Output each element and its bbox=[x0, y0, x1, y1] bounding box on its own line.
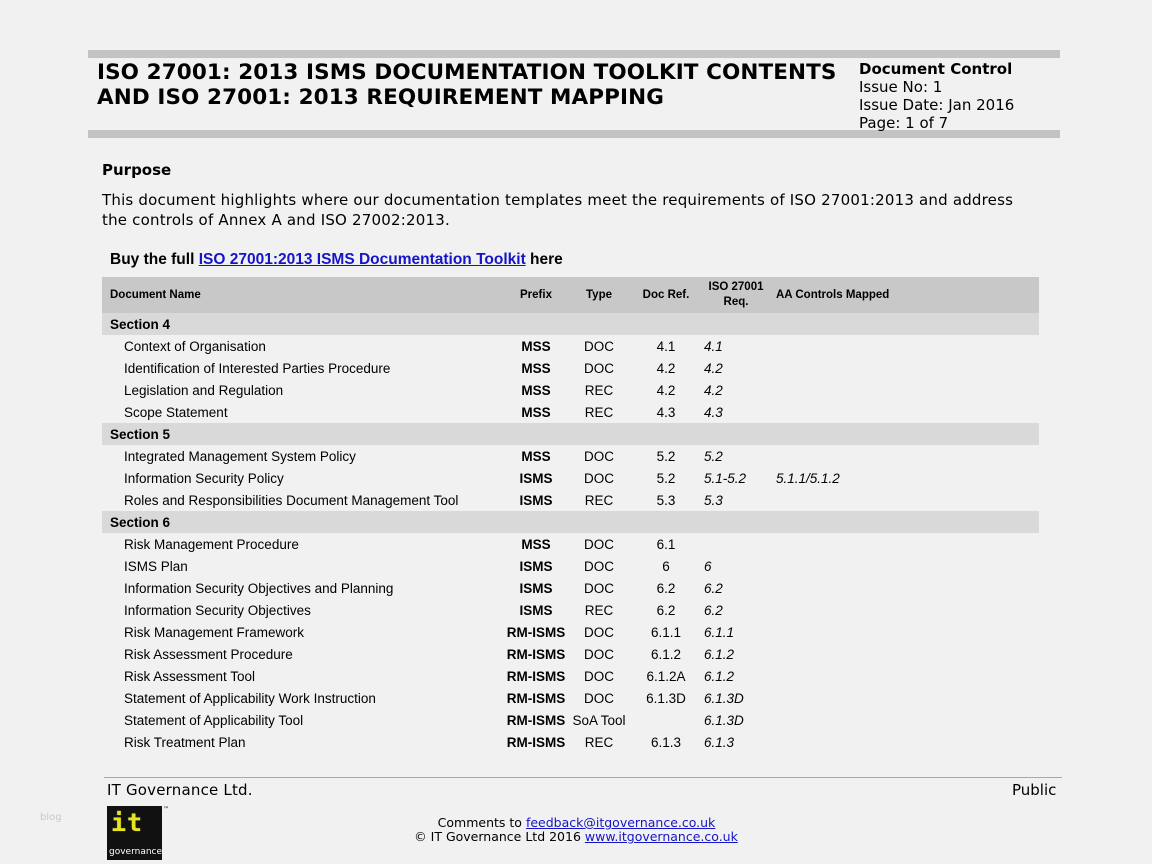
document-name-cell: Roles and Responsibilities Document Management Tool bbox=[124, 492, 459, 508]
type-cell: REC bbox=[584, 734, 614, 750]
iso-req-cell: 4.2 bbox=[704, 382, 723, 398]
table-row bbox=[102, 731, 1039, 753]
aa-controls-cell bbox=[772, 643, 1039, 665]
col-iso-req bbox=[700, 277, 772, 313]
doc-ref-cell: 6.2 bbox=[656, 602, 676, 618]
document-name-cell: Risk Assessment Tool bbox=[124, 668, 256, 684]
document-name-cell: Scope Statement bbox=[124, 404, 228, 420]
iso-req-cell: 6.1.2 bbox=[704, 646, 735, 662]
prefix-cell: ISMS bbox=[519, 558, 553, 574]
aa-controls-cell bbox=[772, 665, 1039, 687]
prefix-cell: RM-ISMS bbox=[506, 668, 566, 684]
document-name-cell: Risk Management Framework bbox=[124, 624, 305, 640]
type-cell: REC bbox=[584, 492, 614, 508]
col-document-name: Document Name bbox=[102, 277, 506, 313]
table-row bbox=[102, 467, 1039, 489]
header-rule-top bbox=[88, 50, 1060, 58]
prefix-cell: RM-ISMS bbox=[506, 624, 566, 640]
table-row bbox=[102, 357, 1039, 379]
table-row bbox=[102, 335, 1039, 357]
type-cell: DOC bbox=[584, 624, 614, 640]
doc-ref-cell: 6.2 bbox=[656, 580, 676, 596]
prefix-cell: MSS bbox=[521, 536, 551, 552]
page-number: Page: 1 of 7 bbox=[859, 114, 949, 132]
table-row bbox=[102, 621, 1039, 643]
type-cell: DOC bbox=[584, 470, 614, 486]
section-title: Section 4 bbox=[102, 313, 1039, 335]
logo-mark: it bbox=[111, 808, 144, 837]
type-cell: DOC bbox=[584, 690, 614, 706]
document-control bbox=[859, 60, 1014, 132]
aa-controls-cell bbox=[772, 687, 1039, 709]
table-row bbox=[102, 577, 1039, 599]
document-name-cell: Identification of Interested Parties Procedure bbox=[124, 360, 391, 376]
iso-req-cell: 6.2 bbox=[704, 580, 723, 596]
type-cell: REC bbox=[584, 404, 614, 420]
iso-req-cell: 5.3 bbox=[704, 492, 723, 508]
type-cell: DOC bbox=[584, 558, 614, 574]
aa-controls-cell bbox=[772, 357, 1039, 379]
col-iso-req-line2: Req. bbox=[723, 296, 749, 308]
type-cell: DOC bbox=[584, 668, 614, 684]
iso-req-cell: 6.1.1 bbox=[704, 624, 735, 640]
doc-ref-cell: 4.2 bbox=[656, 382, 676, 398]
copyright-text: © IT Governance Ltd 2016 bbox=[414, 829, 585, 844]
type-cell: DOC bbox=[584, 536, 614, 552]
prefix-cell: RM-ISMS bbox=[506, 734, 566, 750]
table-row bbox=[102, 643, 1039, 665]
table-header-row bbox=[102, 277, 1039, 313]
table-row bbox=[102, 445, 1039, 467]
type-cell: DOC bbox=[584, 360, 614, 376]
table-row bbox=[102, 401, 1039, 423]
document-name-cell: Risk Treatment Plan bbox=[124, 734, 246, 750]
type-cell: DOC bbox=[584, 580, 614, 596]
iso-req-cell: 6.1.2 bbox=[704, 668, 735, 684]
doc-ref-cell: 6.1.2 bbox=[650, 646, 682, 662]
blog-watermark: blog bbox=[40, 812, 62, 823]
purpose-text: This document highlights where our documentation templates meet the requirements of ISO 27001:2013 and address the controls of Annex A and ISO 27002:2013. bbox=[102, 191, 1014, 229]
table-row bbox=[102, 555, 1039, 577]
document-name-cell: ISMS Plan bbox=[124, 558, 188, 574]
doc-control-label: Document Control bbox=[859, 60, 1013, 78]
table-row bbox=[102, 709, 1039, 731]
col-aa-controls: AA Controls Mapped bbox=[772, 277, 1039, 313]
prefix-cell: MSS bbox=[521, 404, 551, 420]
issue-date: Issue Date: Jan 2016 bbox=[859, 96, 1015, 114]
title-line-2: AND ISO 27001: 2013 REQUIREMENT MAPPING bbox=[97, 85, 664, 110]
type-cell: DOC bbox=[584, 448, 614, 464]
type-cell: DOC bbox=[584, 646, 614, 662]
buy-line bbox=[110, 251, 563, 269]
prefix-cell: ISMS bbox=[519, 580, 553, 596]
doc-ref-cell: 5.2 bbox=[656, 448, 676, 464]
document-name-cell: Context of Organisation bbox=[124, 338, 266, 354]
logo-text: governance bbox=[109, 847, 162, 857]
document-name-cell: Statement of Applicability Tool bbox=[124, 712, 304, 728]
doc-ref-cell: 6.1.3 bbox=[650, 734, 682, 750]
prefix-cell: MSS bbox=[521, 448, 551, 464]
iso-req-cell: 6.1.3D bbox=[704, 712, 744, 728]
doc-ref-cell: 4.1 bbox=[656, 338, 676, 354]
footer-rule bbox=[104, 777, 1062, 778]
prefix-cell: ISMS bbox=[519, 602, 553, 618]
aa-controls-cell bbox=[772, 731, 1039, 753]
iso-req-cell: 4.1 bbox=[704, 338, 723, 354]
doc-ref-cell: 6.1.2A bbox=[646, 668, 686, 684]
type-cell: SoA Tool bbox=[572, 712, 626, 728]
prefix-cell: MSS bbox=[521, 360, 551, 376]
purpose-heading: Purpose bbox=[102, 161, 172, 179]
aa-controls-cell: 5.1.1/5.1.2 bbox=[776, 470, 840, 486]
table-row bbox=[102, 533, 1039, 555]
table-row bbox=[102, 379, 1039, 401]
document-name-cell: Information Security Policy bbox=[124, 470, 284, 486]
section-title: Section 6 bbox=[102, 511, 1039, 533]
iso-req-cell: 5.1-5.2 bbox=[704, 470, 747, 486]
aa-controls-cell bbox=[772, 709, 1039, 731]
type-cell: REC bbox=[584, 602, 614, 618]
prefix-cell: ISMS bbox=[519, 470, 553, 486]
aa-controls-cell bbox=[772, 401, 1039, 423]
website-link[interactable]: www.itgovernance.co.uk bbox=[584, 829, 738, 844]
prefix-cell: RM-ISMS bbox=[506, 646, 566, 662]
prefix-cell: MSS bbox=[521, 382, 551, 398]
footer-company: IT Governance Ltd. bbox=[107, 781, 253, 799]
document-name-cell: Risk Management Procedure bbox=[124, 536, 299, 552]
col-prefix: Prefix bbox=[506, 277, 566, 313]
aa-controls-cell bbox=[772, 555, 1039, 577]
document-name-cell: Legislation and Regulation bbox=[124, 382, 284, 398]
document-name-cell: Integrated Management System Policy bbox=[124, 448, 356, 464]
col-type: Type bbox=[566, 277, 632, 313]
footer-credits bbox=[0, 816, 1152, 844]
iso-req-cell: 5.2 bbox=[704, 448, 723, 464]
footer-classification: Public bbox=[1012, 781, 1057, 799]
table-row bbox=[102, 665, 1039, 687]
document-title bbox=[97, 60, 837, 110]
prefix-cell: RM-ISMS bbox=[506, 712, 566, 728]
iso-req-cell bbox=[700, 533, 772, 555]
document-name-cell: Information Security Objectives and Planning bbox=[124, 580, 394, 596]
type-cell: REC bbox=[584, 382, 614, 398]
aa-controls-cell bbox=[772, 621, 1039, 643]
doc-ref-cell: 5.2 bbox=[656, 470, 676, 486]
toolkit-link[interactable]: ISO 27001:2013 ISMS Documentation Toolkit bbox=[198, 251, 526, 268]
iso-req-cell: 4.2 bbox=[704, 360, 723, 376]
comments-prefix: Comments to bbox=[437, 815, 526, 830]
aa-controls-cell bbox=[772, 489, 1039, 511]
document-name-cell: Statement of Applicability Work Instruction bbox=[124, 690, 376, 706]
iso-req-cell: 4.3 bbox=[704, 404, 723, 420]
section-row bbox=[102, 423, 1039, 445]
document-name-cell: Information Security Objectives bbox=[124, 602, 311, 618]
doc-ref-cell: 6.1 bbox=[656, 536, 676, 552]
section-title: Section 5 bbox=[102, 423, 1039, 445]
buy-prefix: Buy the full bbox=[110, 251, 199, 268]
iso-req-cell: 6 bbox=[704, 558, 712, 574]
doc-ref-cell: 4.2 bbox=[656, 360, 676, 376]
aa-controls-cell bbox=[772, 379, 1039, 401]
aa-controls-cell bbox=[772, 577, 1039, 599]
col-doc-ref: Doc Ref. bbox=[632, 277, 700, 313]
table-row bbox=[102, 599, 1039, 621]
doc-ref-cell: 6 bbox=[662, 558, 670, 574]
toolkit-table bbox=[102, 277, 1039, 753]
section-row bbox=[102, 313, 1039, 335]
doc-ref-cell: 6.1.1 bbox=[650, 624, 682, 640]
prefix-cell: RM-ISMS bbox=[506, 690, 566, 706]
document-name-cell: Risk Assessment Procedure bbox=[124, 646, 293, 662]
type-cell: DOC bbox=[584, 338, 614, 354]
doc-ref-cell: 6.1.3D bbox=[646, 690, 686, 706]
aa-controls-cell bbox=[772, 445, 1039, 467]
doc-ref-cell: 4.3 bbox=[656, 404, 676, 420]
prefix-cell: MSS bbox=[521, 338, 551, 354]
title-line-1: ISO 27001: 2013 ISMS DOCUMENTATION TOOLKIT CONTENTS bbox=[97, 60, 837, 85]
aa-controls-cell bbox=[772, 599, 1039, 621]
issue-no: Issue No: 1 bbox=[859, 78, 943, 96]
table-row bbox=[102, 687, 1039, 709]
iso-req-cell: 6.1.3 bbox=[704, 734, 735, 750]
iso-req-cell: 6.1.3D bbox=[704, 690, 744, 706]
section-row bbox=[102, 511, 1039, 533]
table-row bbox=[102, 489, 1039, 511]
buy-suffix: here bbox=[525, 251, 563, 268]
logo-trademark: ™ bbox=[163, 806, 169, 813]
prefix-cell: ISMS bbox=[519, 492, 553, 508]
doc-ref-cell bbox=[632, 709, 700, 731]
iso-req-cell: 6.2 bbox=[704, 602, 723, 618]
doc-ref-cell: 5.3 bbox=[656, 492, 676, 508]
aa-controls-cell bbox=[772, 533, 1039, 555]
col-iso-req-line1: ISO 27001 bbox=[708, 281, 764, 293]
aa-controls-cell bbox=[772, 335, 1039, 357]
feedback-email-link[interactable]: feedback@itgovernance.co.uk bbox=[525, 815, 716, 830]
